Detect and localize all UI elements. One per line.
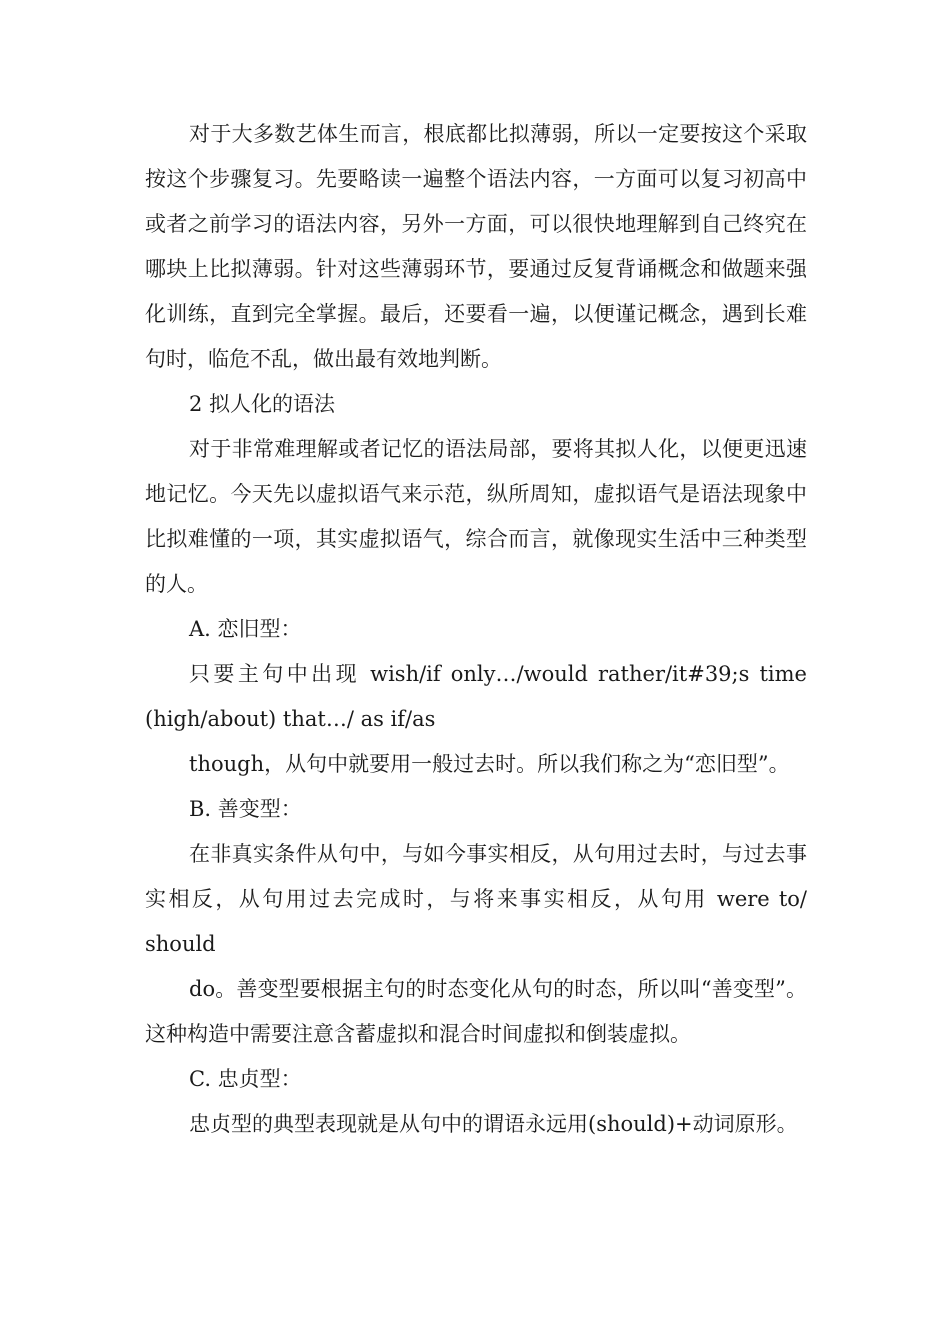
paragraph-type-a-rule: 只要主句中出现 wish/if only…/would rather/it#39;s time (high/about) that…/ as if/as — [145, 662, 807, 731]
paragraph-personification-intro: 对于非常难理解或者记忆的语法局部，要将其拟人化，以便更迅速地记忆。今天先以虚拟语气来示范，纵所周知，虚拟语气是语法现象中比拟难懂的一项，其实虚拟语气，综合而言，就像现实生活中三种类型的人。 — [145, 437, 807, 596]
document-body — [145, 112, 807, 1147]
subheading-type-a: A. 恋旧型： — [189, 617, 302, 641]
subheading-type-b: B. 善变型： — [189, 797, 302, 821]
paragraph-type-b-conclusion: do。善变型要根据主句的时态变化从句的时态，所以叫“善变型”。这种构造中需要注意含蓄虚拟和混合时间虚拟和倒装虚拟。 — [145, 977, 807, 1046]
paragraph-study-steps: 对于大多数艺体生而言，根底都比拟薄弱，所以一定要按这个采取按这个步骤复习。先要略读一遍整个语法内容，一方面可以复习初高中或者之前学习的语法内容，另外一方面，可以很快地理解到自己终究在哪块上比拟薄弱。针对这些薄弱环节，要通过反复背诵概念和做题来强化训练，直到完全掌握。最后，还要看一遍，以便谨记概念，遇到长难句时，临危不乱，做出最有效地判断。 — [145, 122, 807, 371]
subheading-type-c: C. 忠贞型： — [189, 1067, 302, 1091]
paragraph-type-a-conclusion: though，从句中就要用一般过去时。所以我们称之为“恋旧型”。 — [189, 752, 790, 776]
paragraph-type-c-rule: 忠贞型的典型表现就是从句中的谓语永远用(should)+动词原形。 — [189, 1112, 798, 1136]
section-heading-personification: 2 拟人化的语法 — [189, 392, 336, 416]
paragraph-type-b-rule: 在非真实条件从句中，与如今事实相反，从句用过去时，与过去事实相反，从句用过去完成时，与将来事实相反，从句用 were to/ should — [145, 842, 807, 956]
